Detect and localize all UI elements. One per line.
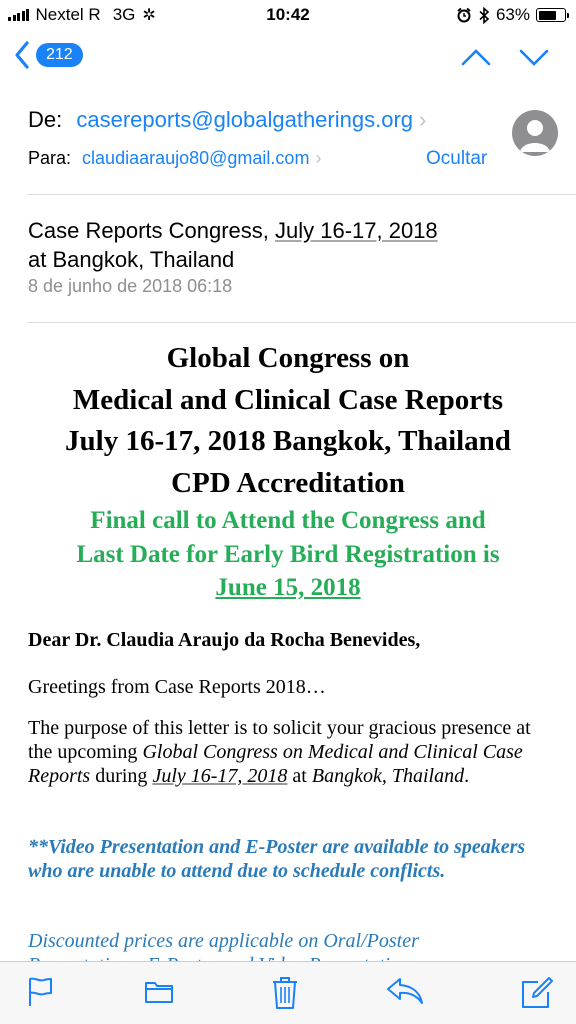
activity-icon: ✲ <box>142 7 156 24</box>
trash-icon[interactable] <box>271 976 299 1010</box>
separator <box>28 194 576 195</box>
purpose-text: during <box>90 765 153 787</box>
congress-date-link[interactable]: July 16-17, 2018 <box>152 765 288 787</box>
intro-text: Greetings from Case Reports 2018… <box>28 676 326 698</box>
compose-icon[interactable] <box>520 976 554 1010</box>
unread-count-badge: 212 <box>36 43 83 67</box>
status-right <box>456 5 566 25</box>
alarm-icon <box>456 7 472 23</box>
purpose-text: The purpose of this letter is to solicit your gracious presence at the upcoming <box>28 717 531 763</box>
reply-icon[interactable] <box>386 976 424 1006</box>
to-label: Para: <box>28 148 72 168</box>
folder-icon[interactable] <box>144 976 174 1006</box>
chevron-right-icon: › <box>419 107 427 132</box>
bottom-toolbar <box>0 961 576 1024</box>
from-label: De: <box>28 107 63 132</box>
purpose-text: at <box>287 765 312 787</box>
final-call-notice <box>28 504 548 605</box>
back-button[interactable] <box>14 40 83 70</box>
carrier-name: Nextel R <box>35 5 101 24</box>
subject-part1: Case Reports Congress, <box>28 218 275 243</box>
purpose-paragraph <box>28 716 548 788</box>
heading-line: Medical and Clinical Case Reports <box>72 383 504 416</box>
recipient-email[interactable]: claudiaaraujo80@gmail.com <box>82 148 310 168</box>
hide-details-link[interactable]: Ocultar <box>426 148 488 169</box>
discount-line: Discounted prices are applicable on Oral/Poster <box>28 930 419 952</box>
previous-message-icon[interactable] <box>460 46 492 68</box>
network-type: 3G <box>112 5 136 24</box>
purpose-text: . <box>464 765 470 787</box>
nav-bar <box>0 30 576 88</box>
congress-location: Bangkok, Thailand <box>311 765 465 787</box>
sender-email[interactable]: casereports@globalgatherings.org <box>76 107 414 132</box>
green-line: Last Date for Early Bird Registration is <box>76 540 500 568</box>
sender-avatar[interactable] <box>512 110 558 156</box>
video-presentation-note: **Video Presentation and E-Poster are available to speakers who are unable to attend due to schedule conflicts. <box>28 836 526 882</box>
status-time: 10:42 <box>266 5 310 24</box>
congress-heading <box>28 338 548 504</box>
heading-line: July 16-17, 2018 Bangkok, Thailand <box>65 425 511 457</box>
subject-date-link[interactable]: July 16-17, 2018 <box>275 218 438 243</box>
greeting: Dear Dr. Claudia Araujo da Rocha Benevides, <box>28 629 421 651</box>
deadline-date-link[interactable]: June 15, 2018 <box>215 574 361 601</box>
person-icon <box>512 110 558 156</box>
subject-line2: at Bangkok, Thailand <box>28 247 235 272</box>
status-bar <box>0 0 576 30</box>
green-line: Final call to Attend the Congress and <box>90 507 486 534</box>
next-message-icon[interactable] <box>518 46 550 68</box>
heading-line: Global Congress on <box>166 342 410 374</box>
chevron-right-icon: › <box>315 148 322 168</box>
from-row <box>28 107 426 133</box>
email-date: 8 de junho de 2018 06:18 <box>28 276 233 296</box>
bluetooth-icon <box>478 7 490 24</box>
chevron-left-icon <box>14 40 30 70</box>
to-row <box>28 148 321 169</box>
battery-icon <box>536 8 566 22</box>
flag-icon[interactable] <box>27 976 53 1008</box>
email-subject <box>28 216 548 274</box>
heading-line: CPD Accreditation <box>171 466 405 499</box>
congress-name: Global Congress on Medical and Clinical Case Reports <box>28 741 523 787</box>
battery-percentage: 63% <box>495 5 530 24</box>
separator <box>28 322 576 323</box>
